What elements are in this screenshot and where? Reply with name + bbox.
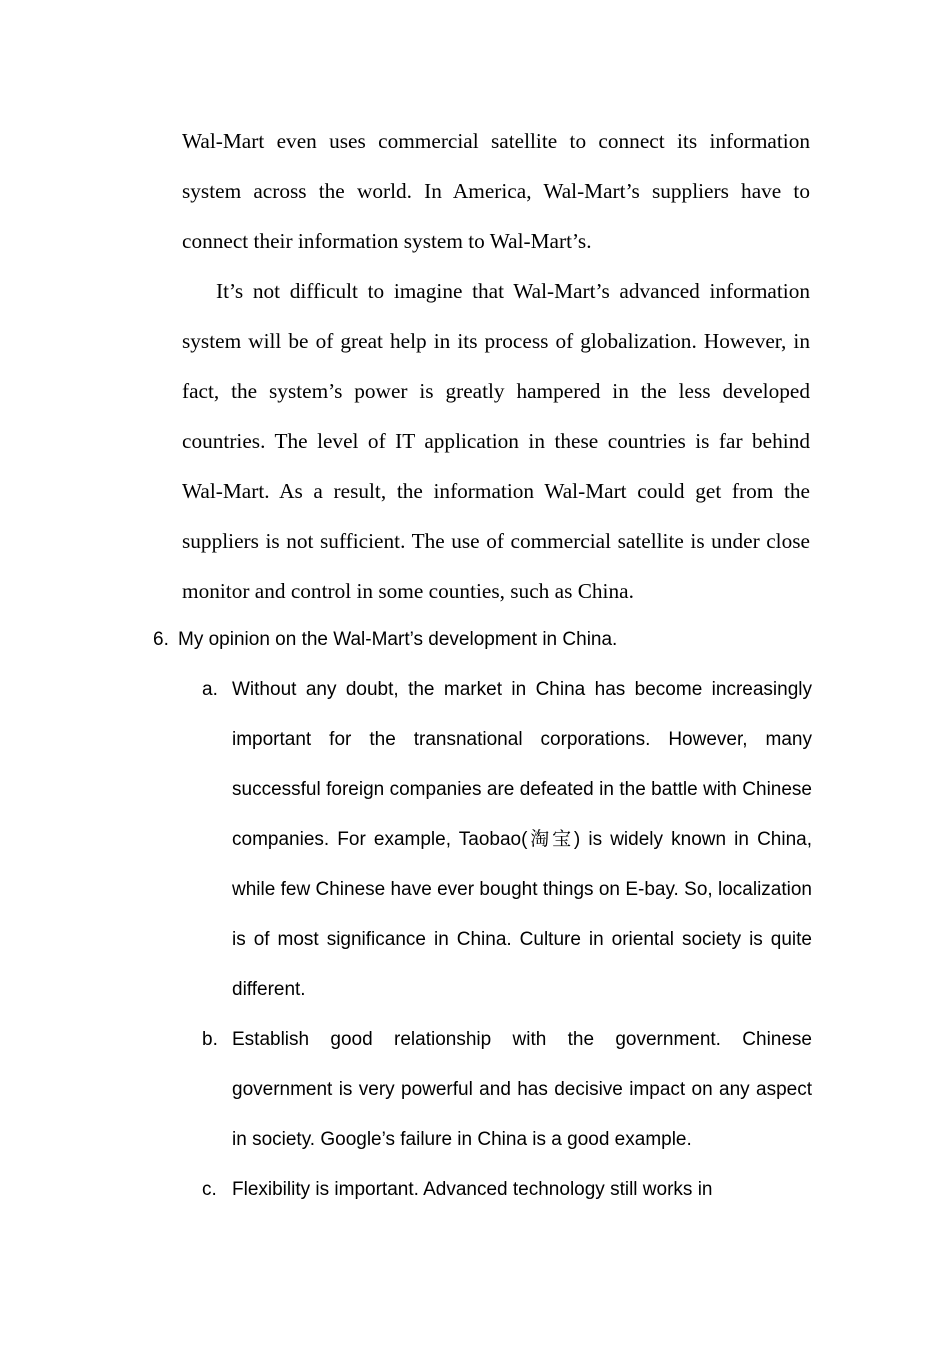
section-heading xyxy=(153,615,813,665)
list-item xyxy=(202,665,812,1015)
list-marker: b. xyxy=(202,1029,218,1050)
list-item xyxy=(202,1165,812,1215)
list-item-text: Without any doubt, the market in China has become increasingly important for the transnational corporations. However, many successful foreign companies are defeated in the battle with Chinese companies. For example, Taobao(淘宝) is widely known in China, while few Chinese have ever bought things on E-bay. So, localization is of most significance in China. Culture in oriental society is quite different. xyxy=(232,679,812,1000)
paragraph-satellite: Wal-Mart even uses commercial satellite to connect its information system across the world. In America, Wal-Mart’s suppliers have to connect their information system to Wal-Mart’s. xyxy=(182,129,810,253)
list-item-text: Flexibility is important. Advanced technology still works in xyxy=(232,1179,713,1200)
list-item-text: Establish good relationship with the government. Chinese government is very powerful and has decisive impact on any aspect in society. Google’s failure in China is a good example. xyxy=(232,1029,812,1150)
paragraph-information-system: It’s not difficult to imagine that Wal-Mart’s advanced information system will be of great help in its process of globalization. However, in fact, the system’s power is greatly hampered in the less developed countries. The level of IT application in these countries is far behind Wal-Mart. As a result, the information Wal-Mart could get from the suppliers is not sufficient. The use of commercial satellite is under close monitor and control in some counties, such as China. xyxy=(182,279,810,603)
list-marker: c. xyxy=(202,1179,217,1200)
section-number: 6. xyxy=(153,629,169,650)
section-title: My opinion on the Wal-Mart’s development in China. xyxy=(178,629,618,650)
list-marker: a. xyxy=(202,679,218,700)
list-item xyxy=(202,1015,812,1165)
opinion-list xyxy=(202,665,812,1215)
